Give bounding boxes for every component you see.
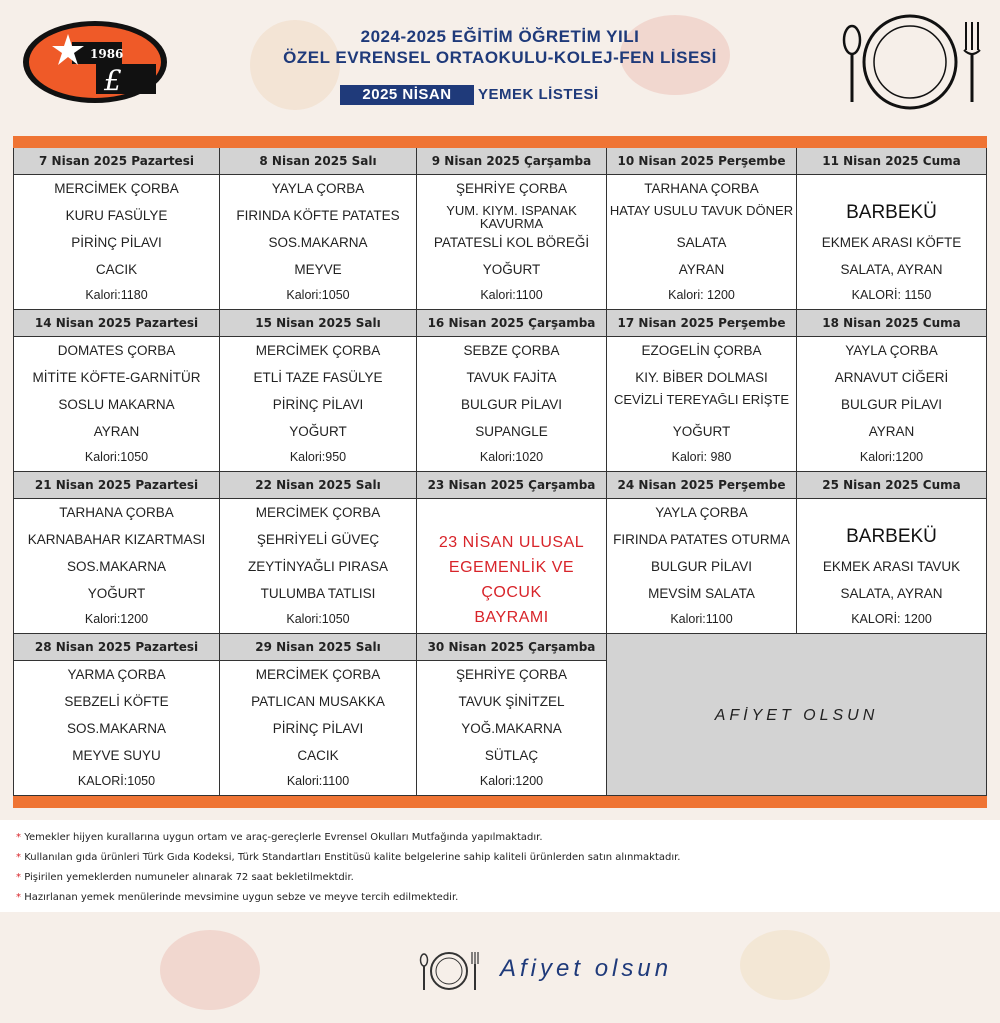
day-cell — [417, 148, 607, 310]
day-cell — [13, 472, 220, 634]
day-header: 7 Nisan 2025 Pazartesi — [14, 148, 219, 175]
calorie-label: Kalori: 980 — [671, 450, 732, 464]
svg-text:£: £ — [104, 64, 122, 97]
menu-item: BULGUR PİLAVI — [460, 397, 563, 412]
note-line — [16, 872, 354, 883]
menu-item: MEYVE SUYU — [72, 748, 161, 763]
menu-item: SUPANGLE — [475, 424, 548, 439]
barbeku-label: BARBEKÜ — [846, 526, 937, 547]
menu-item: YAYLA ÇORBA — [655, 505, 748, 520]
day-header: 25 Nisan 2025 Cuma — [797, 472, 986, 499]
menu-item: MEYVE — [294, 262, 342, 277]
menu-item: EZOGELİN ÇORBA — [641, 343, 762, 358]
day-cell — [797, 472, 987, 634]
menu-item: AYRAN — [868, 424, 915, 439]
background-food-decoration — [740, 930, 830, 1000]
day-cell — [797, 148, 987, 310]
menu-item: AYRAN — [93, 424, 140, 439]
note-text: Yemekler hijyen kurallarına uygun ortam ve araç-gereçlerle Evrensel Okulları Mutfağında yapılmaktadır. — [24, 832, 543, 843]
menu-item: TAVUK ŞİNİTZEL — [458, 694, 565, 709]
menu-item: ETLİ TAZE FASÜLYE — [253, 370, 383, 385]
day-header: 17 Nisan 2025 Perşembe — [607, 310, 796, 337]
note-line — [16, 832, 543, 843]
calorie-label: Kalori:950 — [289, 450, 347, 464]
holiday-line: EGEMENLİK VE ÇOCUK — [448, 559, 575, 601]
menu-item: SÜTLAÇ — [484, 748, 539, 763]
menu-item: MERCİMEK ÇORBA — [54, 181, 179, 196]
menu-item: YOĞ.MAKARNA — [461, 721, 562, 736]
afiyet-olsun-text: AFİYET OLSUN — [714, 707, 879, 724]
calorie-label: Kalori:1200 — [84, 612, 149, 626]
day-cell — [417, 634, 607, 796]
calorie-label: Kalori: 1200 — [668, 288, 735, 302]
barbeku-label: BARBEKÜ — [846, 202, 937, 223]
menu-item: PİRİNÇ PİLAVI — [71, 235, 162, 250]
calorie-label: Kalori:1050 — [84, 450, 149, 464]
svg-text:1986: 1986 — [90, 47, 124, 61]
calorie-label: Kalori:1050 — [286, 612, 350, 626]
calorie-label: Kalori:1020 — [479, 450, 544, 464]
day-cell — [220, 148, 417, 310]
day-header: 15 Nisan 2025 Salı — [220, 310, 416, 337]
menu-item: AYRAN — [678, 262, 725, 277]
school-name-title: ÖZEL EVRENSEL ORTAOKULU-KOLEJ-FEN LİSESİ — [283, 48, 717, 67]
day-cell — [13, 310, 220, 472]
calorie-label: Kalori:1100 — [286, 774, 350, 788]
menu-item: YAYLA ÇORBA — [271, 181, 365, 196]
day-header: 8 Nisan 2025 Salı — [220, 148, 416, 175]
plate-cutlery-icon — [840, 10, 990, 115]
day-header: 30 Nisan 2025 Çarşamba — [417, 634, 606, 661]
day-header: 22 Nisan 2025 Salı — [220, 472, 416, 499]
day-cell — [607, 472, 797, 634]
calorie-label: Kalori:1100 — [670, 612, 733, 626]
menu-item: ARNAVUT CİĞERİ — [834, 370, 949, 385]
table-bottom-bar — [13, 796, 987, 808]
menu-item: YOĞURT — [672, 424, 731, 439]
menu-item: MERCİMEK ÇORBA — [255, 667, 381, 682]
calorie-label: Kalori:1100 — [480, 288, 543, 302]
month-badge: 2025 NİSAN — [340, 85, 474, 105]
menu-item: FIRINDA PATATES OTURMA — [613, 532, 790, 547]
calorie-label: Kalori:1200 — [859, 450, 924, 464]
menu-item: YOĞURT — [289, 424, 347, 439]
list-title: YEMEK LİSTESİ — [478, 86, 599, 103]
day-cell — [417, 310, 607, 472]
menu-item: SOS.MAKARNA — [268, 235, 368, 250]
plate-cutlery-icon — [418, 948, 480, 994]
menu-item: PİRİNÇ PİLAVI — [272, 721, 364, 736]
day-cell — [797, 310, 987, 472]
day-header: 11 Nisan 2025 Cuma — [797, 148, 986, 175]
holiday-line: BAYRAMI — [474, 609, 549, 626]
calorie-label: KALORİ: 1200 — [851, 612, 932, 626]
menu-item: CACIK — [95, 262, 138, 277]
note-line — [16, 852, 681, 863]
menu-item: TARHANA ÇORBA — [644, 181, 759, 196]
school-year-title: 2024-2025 EĞİTİM ÖĞRETİM YILI — [360, 27, 640, 46]
menu-item: SOS.MAKARNA — [66, 721, 167, 736]
day-header: 23 Nisan 2025 Çarşamba — [417, 472, 606, 499]
menu-item: ZEYTİNYAĞLI PIRASA — [247, 559, 389, 574]
menu-item: ŞEHRİYELİ GÜVEÇ — [256, 532, 380, 547]
calorie-label: Kalori:1180 — [85, 288, 148, 302]
day-header: 16 Nisan 2025 Çarşamba — [417, 310, 606, 337]
menu-item: HATAY USULU TAVUK DÖNER — [609, 204, 794, 218]
menu-item: SALATA, AYRAN — [840, 262, 943, 277]
menu-table — [13, 148, 987, 796]
menu-item: FIRINDA KÖFTE PATATES — [236, 208, 400, 223]
menu-item: YOĞURT — [87, 586, 146, 601]
school-logo — [22, 20, 168, 104]
calorie-label: KALORİ:1050 — [77, 774, 156, 788]
day-header: 28 Nisan 2025 Pazartesi — [14, 634, 219, 661]
day-header: 21 Nisan 2025 Pazartesi — [14, 472, 219, 499]
notes-section — [0, 820, 1000, 912]
day-cell — [417, 472, 607, 634]
day-cell — [13, 148, 220, 310]
afiyet-olsun-cell — [607, 634, 987, 796]
calorie-label: KALORİ: 1150 — [851, 288, 932, 302]
asterisk-icon: * — [16, 892, 25, 903]
menu-item: DOMATES ÇORBA — [57, 343, 176, 358]
menu-item: KURU FASÜLYE — [65, 208, 168, 223]
page-header — [0, 0, 1000, 132]
menu-item: KARNABAHAR KIZARTMASI — [27, 532, 206, 547]
menu-item: YOĞURT — [482, 262, 541, 277]
calorie-label: Kalori:1050 — [286, 288, 350, 302]
asterisk-icon: * — [16, 852, 25, 863]
menu-item: MİTİTE KÖFTE-GARNİTÜR — [32, 370, 201, 385]
note-line — [16, 892, 458, 903]
menu-item: YARMA ÇORBA — [67, 667, 166, 682]
menu-item: TARHANA ÇORBA — [59, 505, 174, 520]
menu-item: SOS.MAKARNA — [66, 559, 167, 574]
menu-item: SEBZE ÇORBA — [463, 343, 560, 358]
day-cell — [607, 310, 797, 472]
day-header: 24 Nisan 2025 Perşembe — [607, 472, 796, 499]
asterisk-icon: * — [16, 832, 25, 843]
menu-item: TAVUK FAJİTA — [466, 370, 557, 385]
calorie-label: Kalori:1200 — [479, 774, 544, 788]
day-header: 14 Nisan 2025 Pazartesi — [14, 310, 219, 337]
note-text: Pişirilen yemeklerden numuneler alınarak 72 saat bekletilmektdir. — [24, 872, 354, 883]
day-cell — [13, 634, 220, 796]
day-cell — [220, 310, 417, 472]
day-cell — [220, 472, 417, 634]
day-cell — [607, 148, 797, 310]
menu-item: SALATA — [676, 235, 727, 250]
table-top-bar — [13, 136, 987, 148]
menu-item: MEVSİM SALATA — [648, 586, 755, 601]
menu-item: EKMEK ARASI TAVUK — [822, 559, 961, 574]
day-header: 9 Nisan 2025 Çarşamba — [417, 148, 606, 175]
menu-item: BULGUR PİLAVI — [650, 559, 753, 574]
menu-item: YUM. KIYM. ISPANAK KAVURMA — [446, 204, 577, 228]
menu-item: TULUMBA TATLISI — [260, 586, 376, 601]
menu-item: SEBZELİ KÖFTE — [64, 694, 169, 709]
menu-item: YAYLA ÇORBA — [845, 343, 938, 358]
menu-item: SOSLU MAKARNA — [58, 397, 175, 412]
menu-item: PATATESLİ KOL BÖREĞİ — [433, 235, 590, 250]
menu-item: CEVİZLİ TEREYAĞLI ERİŞTE — [613, 393, 790, 407]
background-food-decoration — [160, 930, 260, 1010]
menu-item: BULGUR PİLAVI — [840, 397, 943, 412]
asterisk-icon: * — [16, 872, 25, 883]
menu-item: CACIK — [297, 748, 339, 763]
menu-item: EKMEK ARASI KÖFTE — [821, 235, 962, 250]
menu-item: MERCİMEK ÇORBA — [255, 505, 381, 520]
day-header: 18 Nisan 2025 Cuma — [797, 310, 986, 337]
day-header: 29 Nisan 2025 Salı — [220, 634, 416, 661]
day-cell — [220, 634, 417, 796]
day-header: 10 Nisan 2025 Perşembe — [607, 148, 796, 175]
menu-item: ŞEHRİYE ÇORBA — [455, 667, 568, 682]
menu-item: KIY. BİBER DOLMASI — [635, 370, 768, 385]
menu-item: PİRİNÇ PİLAVI — [272, 397, 364, 412]
note-text: Hazırlanan yemek menülerinde mevsimine uygun sebze ve meyve tercih edilmektedir. — [24, 892, 459, 903]
menu-item: MERCİMEK ÇORBA — [255, 343, 381, 358]
holiday-line: 23 NİSAN ULUSAL — [438, 534, 585, 551]
menu-item: ŞEHRİYE ÇORBA — [455, 181, 568, 196]
footer-afiyet-olsun: Afiyet olsun — [500, 955, 673, 982]
note-text: Kullanılan gıda ürünleri Türk Gıda Kodeksi, Türk Standartları Enstitüsü kalite belgelerine sahip kaliteli ürünlerden satın alınmaktadır. — [24, 852, 681, 863]
menu-item: PATLICAN MUSAKKA — [251, 694, 385, 709]
holiday-notice — [417, 530, 606, 630]
menu-item: SALATA, AYRAN — [840, 586, 943, 601]
